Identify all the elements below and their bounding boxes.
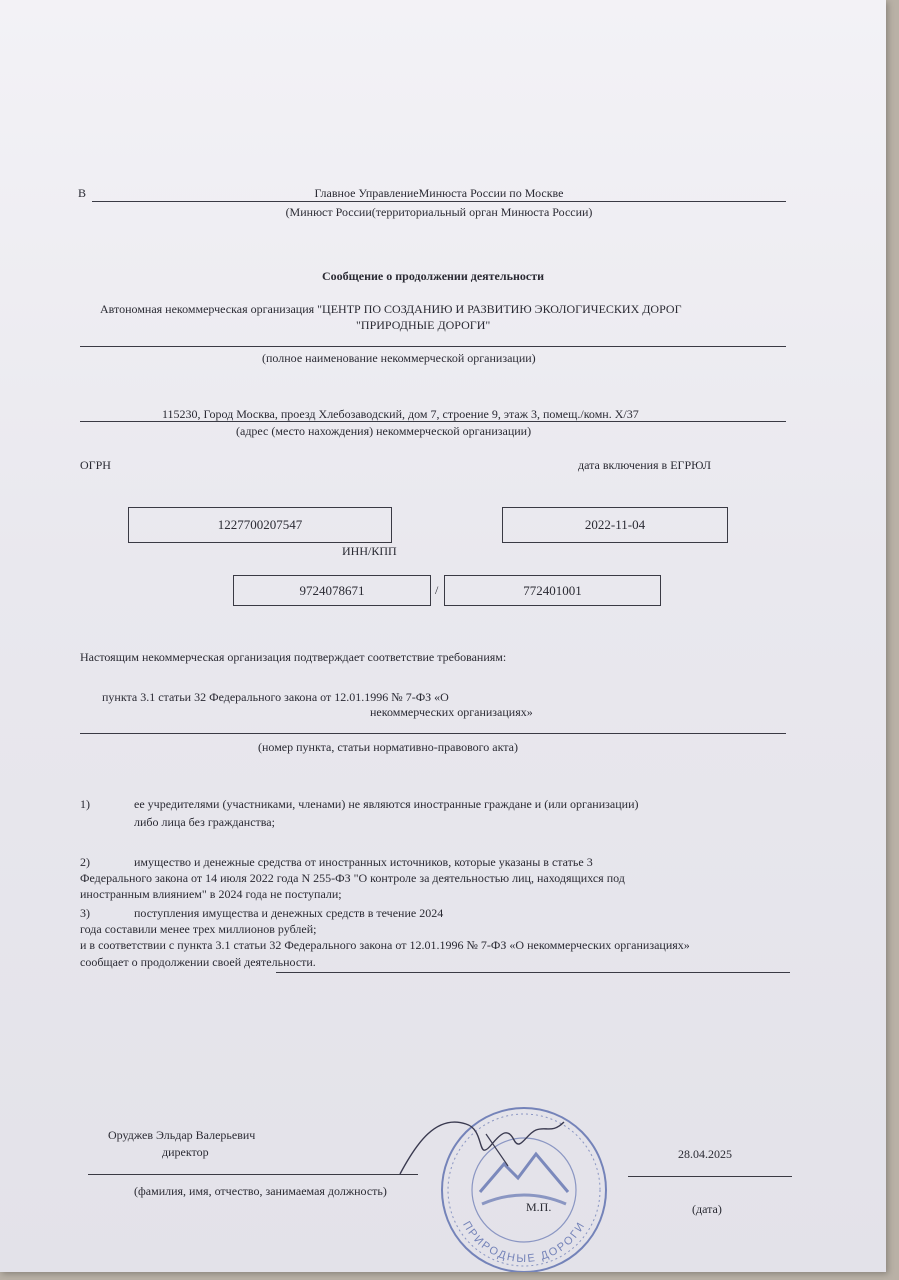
item-3-line1: поступления имущества и денежных средств в течение 2024 bbox=[134, 906, 444, 920]
document-title: Сообщение о продолжении деятельности bbox=[321, 269, 544, 283]
legal-ref-line1: пункта 3.1 статьи 32 Федерального закона от 12.01.1996 № 7-ФЗ «О bbox=[102, 690, 449, 704]
ogrn-field: 1227700207547 bbox=[128, 507, 392, 543]
confirmation-intro: Настоящим некоммерческая организация подтверждает соответствие требованиям: bbox=[80, 650, 507, 664]
org-name-underline bbox=[80, 346, 786, 347]
egrul-date-field: 2022-11-04 bbox=[502, 507, 728, 543]
svg-text:ПРИРОДНЫЕ ДОРОГИ: ПРИРОДНЫЕ ДОРОГИ bbox=[460, 1219, 588, 1266]
item-3-number: 3) bbox=[80, 906, 90, 920]
legal-ref-line2: некоммерческих организациях» bbox=[370, 705, 533, 719]
legal-ref-underline bbox=[80, 733, 786, 734]
item-1-number: 1) bbox=[80, 797, 90, 811]
stamp-mp-label: М.П. bbox=[526, 1200, 552, 1214]
date-caption: (дата) bbox=[692, 1202, 722, 1216]
authority-name: Главное УправлениеМинюста России по Москве bbox=[314, 186, 564, 200]
closing-line1: и в соответствии с пункта 3.1 статьи 32 Федерального закона от 12.01.1996 № 7-ФЗ «О некоммерческих организациях» bbox=[80, 938, 690, 952]
authority-caption: (Минюст России(территориальный орган Минюста России) bbox=[285, 205, 593, 219]
org-name-line2: "ПРИРОДНЫЕ ДОРОГИ" bbox=[356, 318, 491, 332]
org-name-caption: (полное наименование некоммерческой организации) bbox=[262, 351, 536, 365]
egrul-label: дата включения в ЕГРЮЛ bbox=[578, 458, 712, 472]
closing-underline bbox=[276, 972, 790, 973]
org-name-line1: Автономная некоммерческая организация "ЦЕНТР ПО СОЗДАНИЮ И РАЗВИТИЮ ЭКОЛОГИЧЕСКИХ ДОРОГ bbox=[100, 302, 682, 316]
closing-line2: сообщает о продолжении своей деятельности. bbox=[80, 955, 316, 969]
item-3-line2: года составили менее трех миллионов рублей; bbox=[80, 922, 317, 936]
address-underline bbox=[80, 421, 786, 422]
authority-underline bbox=[92, 201, 786, 202]
item-1-line2: либо лица без гражданства; bbox=[134, 815, 275, 829]
inn-kpp-separator: / bbox=[435, 583, 439, 597]
signature-date: 28.04.2025 bbox=[678, 1147, 732, 1161]
item-2-line1: имущество и денежные средства от иностранных источников, которые указаны в статье 3 bbox=[134, 855, 593, 869]
address-caption: (адрес (место нахождения) некоммерческой организации) bbox=[236, 424, 532, 438]
item-2-line2: Федерального закона от 14 июля 2022 года N 255-ФЗ "О контроле за деятельностью лиц, находящихся под bbox=[80, 871, 625, 885]
ogrn-label: ОГРН bbox=[80, 458, 111, 472]
handwritten-signature-icon bbox=[396, 1104, 576, 1184]
signer-name: Оруджев Эльдар Валерьевич bbox=[108, 1128, 256, 1142]
signer-underline bbox=[88, 1174, 418, 1175]
inn-field: 9724078671 bbox=[233, 575, 431, 606]
item-1-line1: ее учредителями (участниками, членами) не являются иностранные граждане и (или организации) bbox=[134, 797, 639, 811]
signer-position: директор bbox=[162, 1145, 209, 1159]
org-address: 115230, Город Москва, проезд Хлебозаводский, дом 7, строение 9, этаж 3, помещ./комн. Х/37 bbox=[162, 407, 639, 421]
header-prefix: В bbox=[78, 186, 87, 200]
item-2-line3: иностранным влиянием" в 2024 года не поступали; bbox=[80, 887, 342, 901]
item-2-number: 2) bbox=[80, 855, 90, 869]
kpp-field: 772401001 bbox=[444, 575, 661, 606]
inn-kpp-label: ИНН/КПП bbox=[342, 544, 397, 558]
legal-ref-caption: (номер пункта, статьи нормативно-правового акта) bbox=[258, 740, 518, 754]
signer-caption: (фамилия, имя, отчество, занимаемая должность) bbox=[134, 1184, 387, 1198]
date-underline bbox=[628, 1176, 792, 1177]
